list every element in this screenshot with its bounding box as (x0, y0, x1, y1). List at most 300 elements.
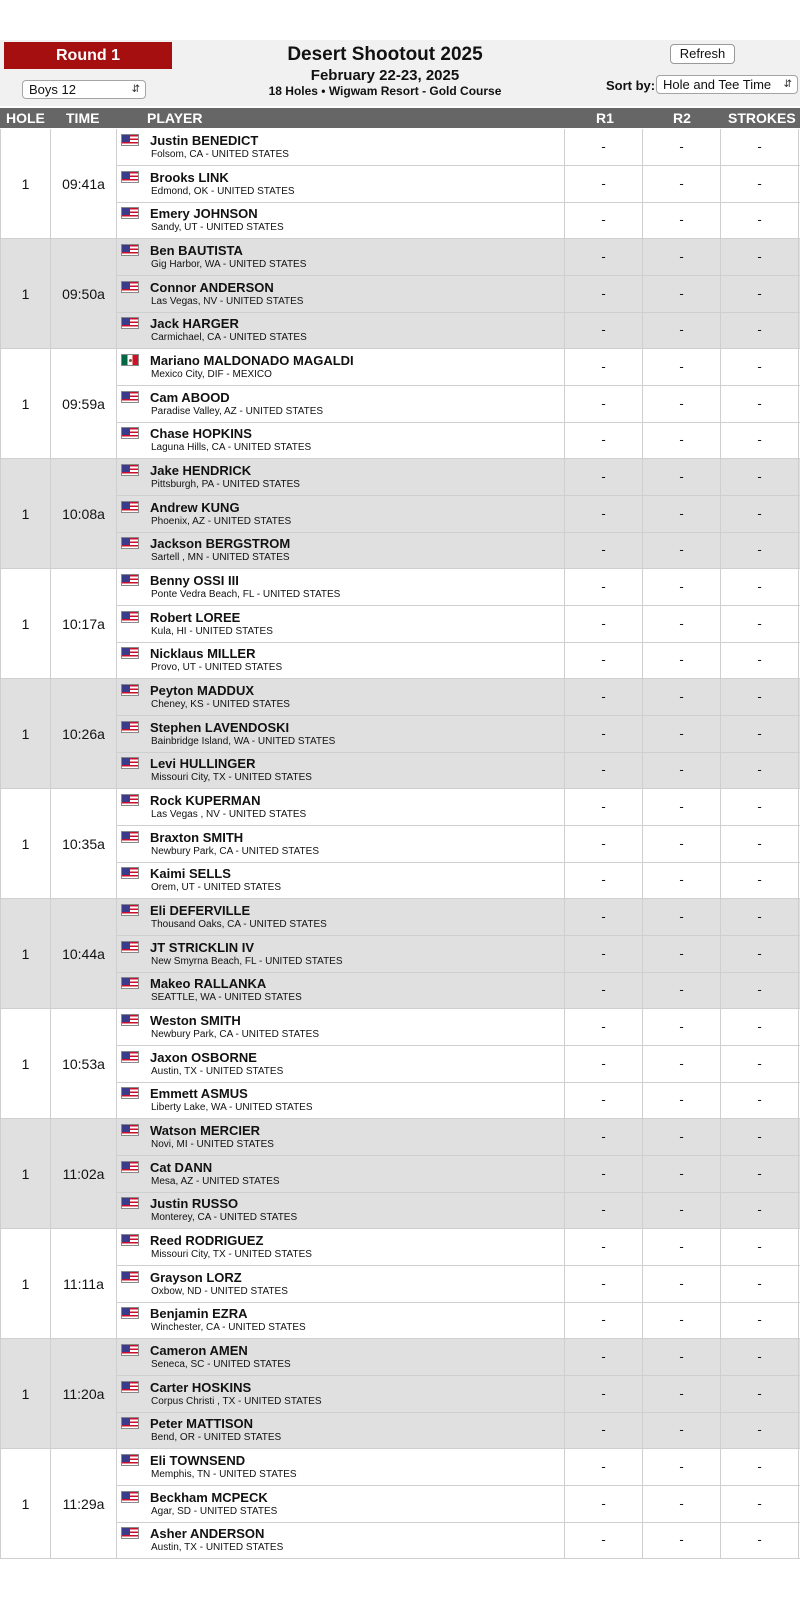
us-flag-icon (121, 1344, 139, 1356)
column-player[interactable]: PLAYER (147, 110, 203, 126)
player-row[interactable] (117, 1449, 800, 1486)
player-name[interactable]: Braxton SMITH (150, 829, 244, 845)
player-name[interactable]: Stephen LAVENDOSKI (150, 719, 290, 735)
player-row[interactable] (117, 716, 800, 753)
hole-cell: 1 (0, 569, 51, 678)
player-cell (117, 1412, 565, 1448)
strokes-total: - (721, 166, 799, 202)
player-location: Newbury Park, CA - UNITED STATES (151, 1029, 319, 1040)
player-cell (117, 1082, 565, 1118)
round2-score: - (643, 1119, 721, 1155)
round2-score: - (643, 166, 721, 202)
player-row[interactable] (117, 899, 800, 936)
tee-time-cell: 10:53a (51, 1009, 117, 1118)
player-name[interactable]: Kaimi SELLS (150, 866, 231, 881)
round1-score: - (565, 1229, 643, 1265)
strokes-total: - (721, 459, 799, 495)
us-flag-icon (121, 1014, 139, 1026)
strokes-total: - (721, 972, 799, 1008)
player-row[interactable] (117, 496, 800, 533)
us-flag-icon (121, 831, 139, 843)
player-location: Newbury Park, CA - UNITED STATES (151, 845, 319, 857)
player-cell (117, 239, 565, 275)
us-flag-icon (121, 207, 139, 219)
tee-time-group (0, 679, 800, 789)
round1-score: - (565, 202, 643, 238)
player-name[interactable]: Emery JOHNSON (150, 206, 258, 221)
player-location: Kula, HI - UNITED STATES (151, 625, 273, 637)
us-flag-icon (121, 1271, 139, 1283)
player-cell (117, 202, 565, 238)
us-flag-icon (121, 317, 139, 329)
player-row[interactable] (117, 1266, 800, 1303)
player-name[interactable]: Grayson LORZ (150, 1269, 242, 1285)
strokes-total: - (721, 276, 799, 312)
round1-score: - (565, 386, 643, 422)
player-cell (117, 1302, 565, 1338)
player-row[interactable] (117, 1046, 800, 1083)
player-location: Winchester, CA - UNITED STATES (151, 1322, 306, 1333)
column-r1[interactable]: R1 (596, 110, 614, 126)
player-name[interactable]: Robert LOREE (150, 609, 241, 625)
player-row[interactable] (117, 459, 800, 496)
player-location: Agar, SD - UNITED STATES (151, 1505, 278, 1517)
player-name[interactable]: Connor ANDERSON (150, 279, 274, 295)
us-flag-icon (121, 1454, 139, 1466)
strokes-total: - (721, 1229, 799, 1265)
round2-score: - (643, 1412, 721, 1448)
player-row[interactable] (117, 752, 800, 789)
player-row[interactable] (117, 1229, 800, 1266)
player-row[interactable] (117, 422, 800, 459)
player-name[interactable]: Carter HOSKINS (150, 1379, 252, 1395)
player-location: Paradise Valley, AZ - UNITED STATES (151, 405, 324, 417)
player-cell (117, 1156, 565, 1192)
strokes-total: - (721, 1009, 799, 1045)
player-name[interactable]: Justin BENEDICT (150, 133, 259, 148)
round2-score: - (643, 1376, 721, 1412)
us-flag-icon (121, 1307, 139, 1319)
player-location: SEATTLE, WA - UNITED STATES (151, 992, 302, 1003)
round1-score: - (565, 826, 643, 862)
us-flag-icon (121, 904, 139, 916)
tee-time-cell: 09:59a (51, 349, 117, 458)
round2-score: - (643, 1046, 721, 1082)
round-tab[interactable]: Round 1 (4, 42, 172, 69)
strokes-total: - (721, 716, 799, 752)
round2-score: - (643, 1156, 721, 1192)
strokes-total: - (721, 202, 799, 238)
tee-time-group (0, 789, 800, 899)
strokes-total: - (721, 1339, 799, 1375)
player-name[interactable]: Nicklaus MILLER (150, 646, 256, 661)
player-location: Sartell , MN - UNITED STATES (151, 552, 290, 563)
us-flag-icon (121, 977, 139, 989)
player-row[interactable] (117, 1339, 800, 1376)
player-location: Gig Harbor, WA - UNITED STATES (151, 259, 307, 270)
player-row[interactable] (117, 532, 800, 569)
round2-score: - (643, 276, 721, 312)
player-cell (117, 312, 565, 348)
us-flag-icon (121, 1234, 139, 1246)
player-name[interactable]: Emmett ASMUS (150, 1086, 248, 1101)
tee-time-cell: 11:29a (51, 1449, 117, 1558)
round1-score: - (565, 422, 643, 458)
us-flag-icon (121, 1161, 139, 1173)
player-location: Las Vegas, NV - UNITED STATES (151, 295, 304, 307)
division-select[interactable] (22, 80, 146, 99)
player-name[interactable]: Eli TOWNSEND (150, 1453, 246, 1468)
select-arrows-icon: ⇵ (131, 84, 140, 95)
round1-score: - (565, 239, 643, 275)
player-location: Pittsburgh, PA - UNITED STATES (151, 479, 300, 490)
player-row[interactable] (117, 386, 800, 423)
round1-score: - (565, 312, 643, 348)
player-row[interactable] (117, 826, 800, 863)
strokes-total: - (721, 862, 799, 898)
player-location: Missouri City, TX - UNITED STATES (151, 772, 312, 783)
player-name[interactable]: Cameron AMEN (150, 1343, 248, 1358)
strokes-total: - (721, 1486, 799, 1522)
us-flag-icon (121, 574, 139, 586)
player-cell (117, 532, 565, 568)
player-cell (117, 1376, 565, 1412)
player-cell (117, 789, 565, 825)
us-flag-icon (121, 1197, 139, 1209)
sort-select-value: Hole and Tee Time (663, 77, 772, 92)
player-cell (117, 349, 565, 385)
player-row[interactable] (117, 1412, 800, 1449)
player-name[interactable]: Cat DANN (150, 1159, 213, 1175)
player-location: Ponte Vedra Beach, FL - UNITED STATES (151, 589, 341, 600)
round1-score: - (565, 532, 643, 568)
player-cell (117, 386, 565, 422)
us-flag-icon (121, 391, 139, 403)
round2-score: - (643, 569, 721, 605)
player-name[interactable]: JT STRICKLIN IV (150, 939, 255, 955)
round1-score: - (565, 1119, 643, 1155)
tee-time-cell: 11:02a (51, 1119, 117, 1228)
round1-score: - (565, 899, 643, 935)
round1-score: - (565, 1486, 643, 1522)
player-name[interactable]: Eli DEFERVILLE (150, 903, 251, 918)
player-row[interactable] (117, 569, 800, 606)
round1-score: - (565, 606, 643, 642)
player-row[interactable] (117, 1192, 800, 1229)
strokes-total: - (721, 569, 799, 605)
player-row[interactable] (117, 862, 800, 899)
player-cell (117, 642, 565, 678)
tee-time-group (0, 1449, 800, 1559)
player-location: Provo, UT - UNITED STATES (151, 662, 283, 673)
round1-score: - (565, 1192, 643, 1228)
round1-score: - (565, 679, 643, 715)
us-flag-icon (121, 1417, 139, 1429)
player-name[interactable]: Mariano MALDONADO MAGALDI (150, 353, 354, 368)
round2-score: - (643, 826, 721, 862)
strokes-total: - (721, 1266, 799, 1302)
column-strokes[interactable]: STROKES (728, 110, 796, 126)
player-name[interactable]: Reed RODRIGUEZ (150, 1233, 264, 1248)
us-flag-icon (121, 684, 139, 696)
tee-time-group (0, 129, 800, 239)
round2-score: - (643, 789, 721, 825)
player-name[interactable]: Rock KUPERMAN (150, 793, 261, 808)
hole-cell: 1 (0, 1009, 51, 1118)
round1-score: - (565, 1156, 643, 1192)
hole-cell: 1 (0, 239, 51, 348)
player-row[interactable] (117, 202, 800, 239)
refresh-button[interactable]: Refresh (670, 44, 735, 64)
round1-score: - (565, 166, 643, 202)
column-time[interactable]: TIME (66, 110, 100, 126)
strokes-total: - (721, 936, 799, 972)
player-row[interactable] (117, 1082, 800, 1119)
player-cell (117, 1009, 565, 1045)
round2-score: - (643, 716, 721, 752)
select-arrows-icon: ⇵ (783, 79, 792, 90)
player-row[interactable] (117, 1156, 800, 1193)
round1-score: - (565, 129, 643, 165)
strokes-total: - (721, 1302, 799, 1338)
player-row[interactable] (117, 1302, 800, 1339)
strokes-total: - (721, 1449, 799, 1485)
event-header (0, 40, 800, 106)
table-header (0, 108, 800, 128)
player-cell (117, 1192, 565, 1228)
player-cell (117, 459, 565, 495)
player-cell (117, 1229, 565, 1265)
player-cell (117, 1486, 565, 1522)
strokes-total: - (721, 386, 799, 422)
round1-score: - (565, 1302, 643, 1338)
player-name[interactable]: Jake HENDRICK (150, 463, 252, 478)
round1-score: - (565, 642, 643, 678)
us-flag-icon (121, 171, 139, 183)
us-flag-icon (121, 464, 139, 476)
player-location: Liberty Lake, WA - UNITED STATES (151, 1102, 313, 1113)
tee-time-cell: 11:20a (51, 1339, 117, 1448)
player-row[interactable] (117, 642, 800, 679)
player-cell (117, 752, 565, 788)
player-row[interactable] (117, 1119, 800, 1156)
player-location: Folsom, CA - UNITED STATES (151, 149, 289, 160)
round1-score: - (565, 789, 643, 825)
round2-score: - (643, 1449, 721, 1485)
player-name[interactable]: Levi HULLINGER (150, 756, 256, 771)
player-location: Oxbow, ND - UNITED STATES (151, 1285, 288, 1297)
round2-score: - (643, 202, 721, 238)
player-cell (117, 276, 565, 312)
round2-score: - (643, 1192, 721, 1228)
player-name[interactable]: Benjamin EZRA (150, 1306, 248, 1321)
round2-score: - (643, 899, 721, 935)
player-row[interactable] (117, 239, 800, 276)
player-location: Thousand Oaks, CA - UNITED STATES (151, 919, 327, 930)
player-name[interactable]: Peyton MADDUX (150, 683, 255, 698)
tee-time-cell: 10:35a (51, 789, 117, 898)
round2-score: - (643, 1229, 721, 1265)
strokes-total: - (721, 239, 799, 275)
player-cell (117, 569, 565, 605)
player-name[interactable]: Asher ANDERSON (150, 1526, 265, 1541)
player-row[interactable] (117, 166, 800, 203)
player-location: Novi, MI - UNITED STATES (151, 1139, 274, 1150)
hole-cell: 1 (0, 459, 51, 568)
round2-score: - (643, 422, 721, 458)
round2-score: - (643, 386, 721, 422)
us-flag-icon (121, 721, 139, 733)
round1-score: - (565, 1266, 643, 1302)
player-cell (117, 422, 565, 458)
player-cell (117, 862, 565, 898)
player-row[interactable] (117, 789, 800, 826)
player-name[interactable]: Justin RUSSO (150, 1196, 239, 1211)
player-cell (117, 129, 565, 165)
us-flag-icon (121, 134, 139, 146)
player-row[interactable] (117, 1376, 800, 1413)
tee-time-cell: 10:08a (51, 459, 117, 568)
strokes-total: - (721, 1412, 799, 1448)
player-row[interactable] (117, 1522, 800, 1559)
player-name[interactable]: Andrew KUNG (150, 499, 240, 515)
tee-time-cell: 11:11a (51, 1229, 117, 1338)
hole-cell: 1 (0, 129, 51, 238)
player-cell (117, 972, 565, 1008)
sort-label: Sort by: (606, 78, 656, 93)
player-name[interactable]: Weston SMITH (150, 1013, 241, 1028)
player-row[interactable] (117, 679, 800, 716)
player-row[interactable] (117, 276, 800, 313)
strokes-total: - (721, 129, 799, 165)
player-name[interactable]: Cam ABOOD (150, 389, 230, 405)
player-name[interactable]: Beckham MCPECK (150, 1489, 268, 1505)
column-r2[interactable]: R2 (673, 110, 691, 126)
player-location: Austin, TX - UNITED STATES (151, 1065, 284, 1077)
player-row[interactable] (117, 349, 800, 386)
player-row[interactable] (117, 129, 800, 166)
player-location: Mexico City, DIF - MEXICO (151, 369, 272, 380)
round1-score: - (565, 569, 643, 605)
hole-cell: 1 (0, 789, 51, 898)
round2-score: - (643, 936, 721, 972)
round2-score: - (643, 1266, 721, 1302)
player-cell (117, 1449, 565, 1485)
player-name[interactable]: Watson MERCIER (150, 1123, 261, 1138)
player-cell (117, 606, 565, 642)
player-row[interactable] (117, 312, 800, 349)
round2-score: - (643, 1009, 721, 1045)
player-name[interactable]: Jaxon OSBORNE (150, 1049, 257, 1065)
player-name[interactable]: Benny OSSI III (150, 573, 239, 588)
event-title: Desert Shootout 2025 (287, 44, 483, 65)
player-cell (117, 679, 565, 715)
round2-score: - (643, 642, 721, 678)
round2-score: - (643, 606, 721, 642)
round1-score: - (565, 1046, 643, 1082)
tee-time-group (0, 459, 800, 569)
hole-cell: 1 (0, 1229, 51, 1338)
tee-time-cell: 09:50a (51, 239, 117, 348)
strokes-total: - (721, 642, 799, 678)
strokes-total: - (721, 496, 799, 532)
round2-score: - (643, 312, 721, 348)
player-location: Laguna Hills, CA - UNITED STATES (151, 442, 312, 453)
round1-score: - (565, 1376, 643, 1412)
player-name[interactable]: Chase HOPKINS (150, 426, 252, 441)
player-location: Missouri City, TX - UNITED STATES (151, 1249, 312, 1260)
us-flag-icon (121, 501, 139, 513)
player-row[interactable] (117, 972, 800, 1009)
sort-select[interactable] (656, 75, 798, 94)
player-row[interactable] (117, 606, 800, 643)
strokes-total: - (721, 1082, 799, 1118)
round1-score: - (565, 972, 643, 1008)
strokes-total: - (721, 1376, 799, 1412)
round1-score: - (565, 1522, 643, 1558)
column-hole[interactable]: HOLE (6, 110, 45, 126)
hole-cell: 1 (0, 1119, 51, 1228)
tee-time-cell: 09:41a (51, 129, 117, 238)
strokes-total: - (721, 679, 799, 715)
round1-score: - (565, 936, 643, 972)
round2-score: - (643, 972, 721, 1008)
player-location: Orem, UT - UNITED STATES (151, 882, 282, 893)
round1-score: - (565, 862, 643, 898)
round2-score: - (643, 496, 721, 532)
us-flag-icon (121, 757, 139, 769)
strokes-total: - (721, 1522, 799, 1558)
player-row[interactable] (117, 936, 800, 973)
round2-score: - (643, 1082, 721, 1118)
tee-times-table (0, 129, 800, 1559)
player-location: Edmond, OK - UNITED STATES (151, 185, 295, 197)
player-location: Carmichael, CA - UNITED STATES (151, 332, 307, 343)
us-flag-icon (121, 1527, 139, 1539)
player-cell (117, 1266, 565, 1302)
round1-score: - (565, 459, 643, 495)
us-flag-icon (121, 647, 139, 659)
player-name[interactable]: Makeo RALLANKA (150, 976, 267, 991)
round1-score: - (565, 1082, 643, 1118)
event-course: 18 Holes • Wigwam Resort - Gold Course (268, 84, 502, 98)
strokes-total: - (721, 789, 799, 825)
player-name[interactable]: Peter MATTISON (150, 1416, 254, 1431)
player-name[interactable]: Jack HARGER (150, 316, 239, 331)
tee-time-group (0, 899, 800, 1009)
mexico-flag-icon (121, 354, 139, 366)
tee-time-cell: 10:44a (51, 899, 117, 1008)
player-row[interactable] (117, 1009, 800, 1046)
tee-time-group (0, 349, 800, 459)
player-name[interactable]: Brooks LINK (150, 169, 229, 185)
round1-score: - (565, 1009, 643, 1045)
round2-score: - (643, 1339, 721, 1375)
player-location: Bend, OR - UNITED STATES (151, 1432, 282, 1443)
round2-score: - (643, 862, 721, 898)
us-flag-icon (121, 537, 139, 549)
us-flag-icon (121, 1491, 139, 1503)
strokes-total: - (721, 752, 799, 788)
us-flag-icon (121, 1124, 139, 1136)
player-location: Phoenix, AZ - UNITED STATES (151, 515, 292, 527)
player-row[interactable] (117, 1486, 800, 1523)
player-name[interactable]: Ben BAUTISTA (150, 243, 243, 258)
us-flag-icon (121, 244, 139, 256)
player-location: Bainbridge Island, WA - UNITED STATES (151, 735, 336, 747)
player-name[interactable]: Jackson BERGSTROM (150, 536, 291, 551)
round2-score: - (643, 532, 721, 568)
